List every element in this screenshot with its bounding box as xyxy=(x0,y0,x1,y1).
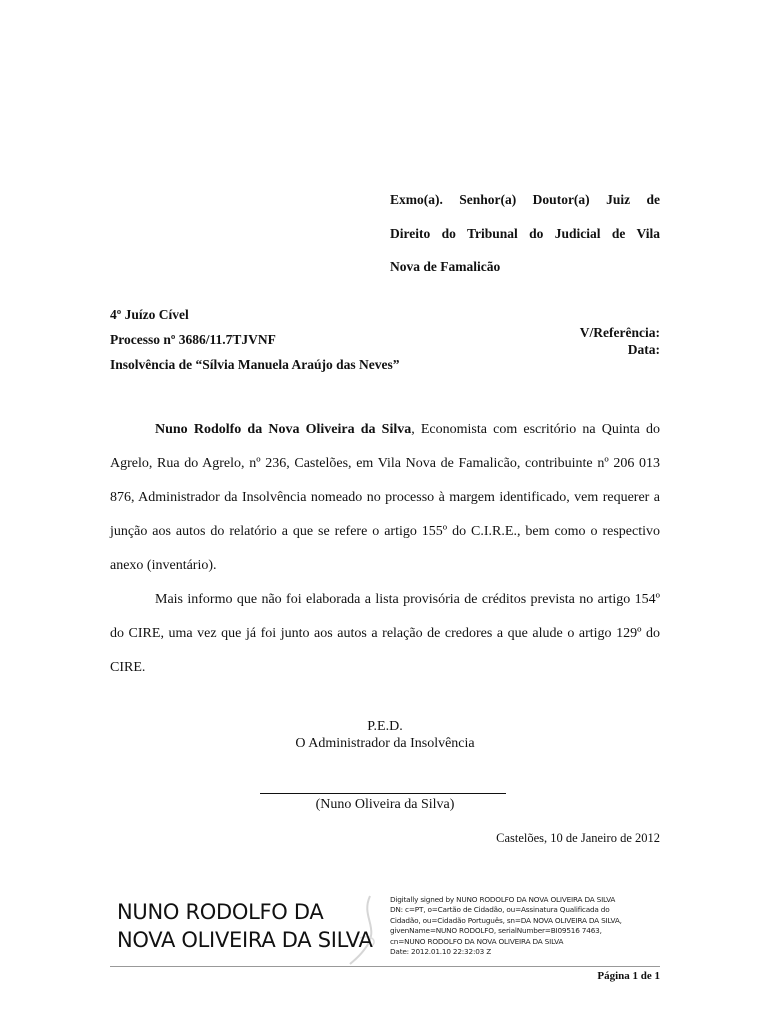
digital-signer-name-line-1: NUNO RODOLFO DA xyxy=(117,900,324,924)
ped: P.E.D. xyxy=(367,719,403,734)
reference-block xyxy=(580,324,660,358)
court-section: 4º Juízo Cível xyxy=(110,307,189,322)
digital-signature-details xyxy=(390,895,660,957)
paragraph-1 xyxy=(110,413,660,583)
place-and-date: Castelões, 10 de Janeiro de 2012 xyxy=(496,831,660,845)
body-text xyxy=(110,413,660,685)
your-reference-label: V/Referência: xyxy=(579,325,660,340)
addressee-line-2: Direito do Tribunal do Judicial de Vila xyxy=(390,226,660,241)
insolvency-title: Insolvência de “Sílvia Manuela Araújo das Neves” xyxy=(110,357,400,372)
footer-divider xyxy=(110,966,660,967)
signatory-name: (Nuno Oliveira da Silva) xyxy=(315,797,455,812)
signature-detail-line: givenName=NUNO RODOLFO, serialNumber=BI09516 7463, xyxy=(390,926,602,936)
paragraph-1-text: , Economista com escritório na Quinta do Agrelo, Rua do Agrelo, nº 236, Castelões, em Vila Nova de Famalicão, contribuinte nº 206 013 876, Administrador da Insolvência nomeado no processo à margem identificado, vem requerer a junção aos autos do relatório a que se refere o artigo 155º do C.I.R.E., bem como o respectivo anexo (inventário). xyxy=(110,422,660,573)
signature-line xyxy=(260,793,506,794)
process-number: Processo nº 3686/11.7TJVNF xyxy=(110,332,276,347)
addressee-line-3: Nova de Famalicão xyxy=(390,259,501,274)
signature-detail-line: Cidadão, ou=Cidadão Português, sn=DA NOVA OLIVEIRA DA SILVA, xyxy=(390,915,622,925)
administrator-role: O Administrador da Insolvência xyxy=(295,736,475,751)
signature-detail-line: cn=NUNO RODOLFO DA NOVA OLIVEIRA DA SILVA xyxy=(390,936,564,946)
addressee-line-1: Exmo(a). Senhor(a) Doutor(a) Juiz de xyxy=(390,192,660,207)
page-number: Página 1 de 1 xyxy=(597,970,660,982)
date-label: Data: xyxy=(627,342,660,357)
paragraph-2: Mais informo que não foi elaborada a lista provisória de créditos prevista no artigo 154º do CIRE, uma vez que já foi junto aos autos a relação de credores a que alude o artigo 129º do CIRE. xyxy=(110,592,660,675)
administrator-name: Nuno Rodolfo da Nova Oliveira da Silva xyxy=(155,422,412,437)
digital-signer-name-line-2: NOVA OLIVEIRA DA SILVA xyxy=(117,928,373,952)
signature-detail-line: Digitally signed by NUNO RODOLFO DA NOVA OLIVEIRA DA SILVA xyxy=(390,895,616,904)
signature-detail-line: DN: c=PT, o=Cartão de Cidadão, ou=Assinatura Qualificada do xyxy=(390,905,610,915)
signature-detail-line: Date: 2012.01.10 22:32:03 Z xyxy=(390,947,492,957)
